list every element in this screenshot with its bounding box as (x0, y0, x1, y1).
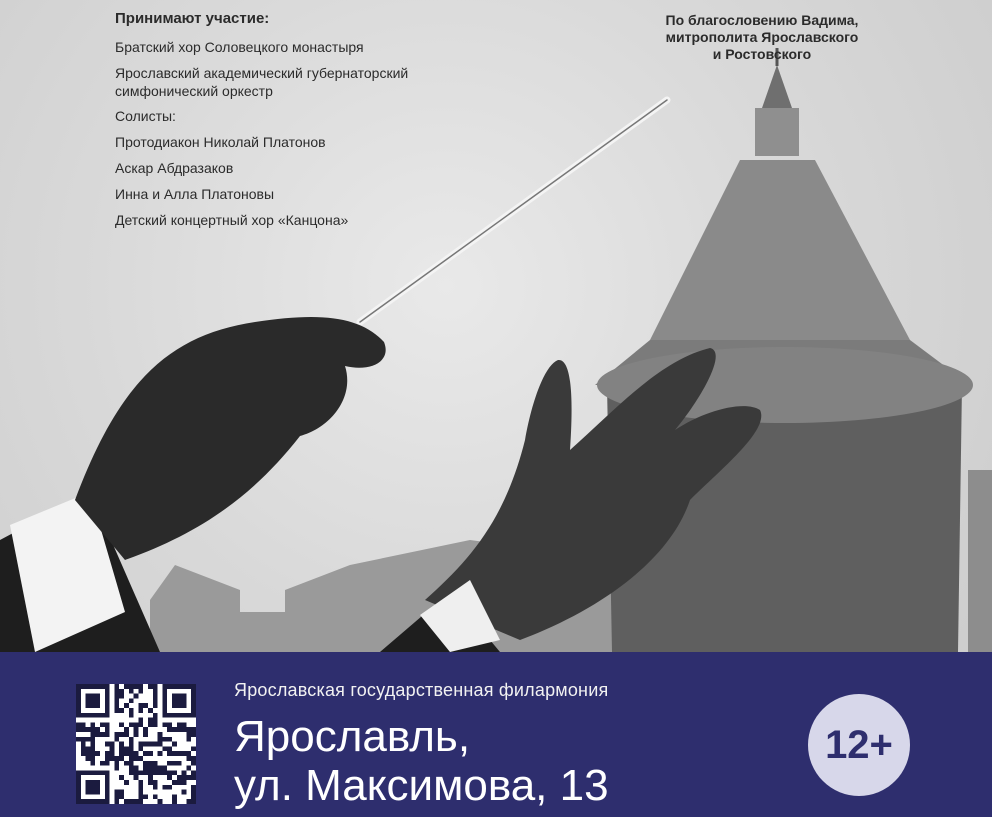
participant-item: Солисты: (115, 108, 176, 124)
participant-item: Инна и Алла Платоновы (115, 186, 275, 202)
age-rating-badge: 12+ (808, 694, 910, 796)
venue-address: Ярославль, ул. Максимова, 13 (234, 712, 609, 810)
qr-code-icon[interactable] (76, 684, 196, 804)
blessing-text: По благословению Вадима, митрополита Ярославского и Ростовского (665, 12, 859, 62)
participant-item: Протодиакон Николай Платонов (115, 134, 326, 150)
tower (595, 48, 992, 652)
participant-item: Братский хор Соловецкого монастыря (115, 39, 364, 55)
participants-block (115, 10, 408, 237)
organization-name: Ярославская государственная филармония (234, 680, 609, 700)
participant-item: Детский концертный хор «Канцона» (115, 212, 349, 228)
participants-heading: Принимают участие: (115, 10, 270, 27)
participant-item: Аскар Абдразаков (115, 160, 234, 176)
participant-item: Ярославский академический губернаторский симфонический оркестр (115, 65, 409, 99)
